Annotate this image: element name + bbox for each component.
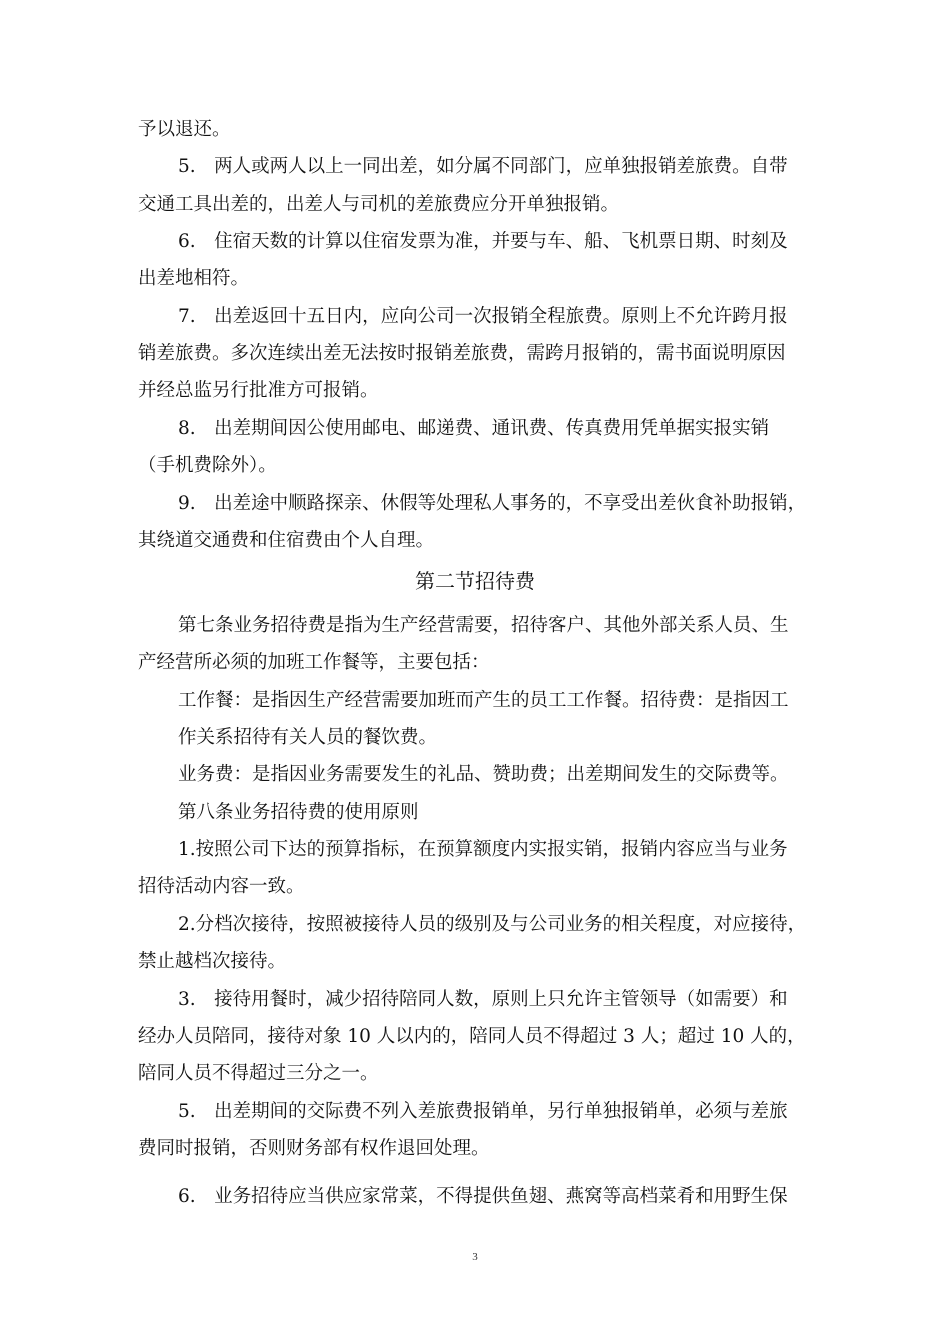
text-line: 6. 住宿天数的计算以住宿发票为准，并要与车、船、飞机票日期、时刻及 bbox=[178, 231, 788, 252]
text-line: 1.按照公司下达的预算指标，在预算额度内实报实销，报销内容应当与业务 bbox=[178, 839, 788, 860]
text-line: 第七条业务招待费是指为生产经营需要，招待客户、其他外部关系人员、生 bbox=[178, 615, 789, 636]
text-line: 8. 出差期间因公使用邮电、邮递费、通讯费、传真费用凭单据实报实销 bbox=[178, 418, 770, 439]
text-line: 予以退还。 bbox=[138, 119, 231, 140]
text-line: 禁止越档次接待。 bbox=[138, 951, 287, 972]
text-line: （手机费除外）。 bbox=[138, 455, 277, 476]
text-line: 招待活动内容一致。 bbox=[138, 876, 305, 897]
text-line: 9. 出差途中顺路探亲、休假等处理私人事务的，不享受出差伙食补助报销， bbox=[178, 493, 807, 514]
text-line: 作关系招待有关人员的餐饮费。 bbox=[178, 727, 438, 748]
page-number: 3 bbox=[472, 1251, 478, 1263]
text-line: 第八条业务招待费的使用原则 bbox=[178, 802, 419, 823]
text-line: 其绕道交通费和住宿费由个人自理。 bbox=[138, 530, 435, 551]
text-line: 3. 接待用餐时，减少招待陪同人数，原则上只允许主管领导（如需要）和 bbox=[178, 989, 788, 1010]
text-line: 产经营所必须的加班工作餐等，主要包括： bbox=[138, 652, 490, 673]
text-line: 销差旅费。多次连续出差无法按时报销差旅费，需跨月报销的，需书面说明原因 bbox=[138, 343, 786, 364]
text-line: 2.分档次接待，按照被接待人员的级别及与公司业务的相关程度，对应接待， bbox=[178, 914, 807, 935]
text-line: 费同时报销，否则财务部有权作退回处理。 bbox=[138, 1138, 490, 1159]
text-line: 经办人员陪同，接待对象 10 人以内的，陪同人员不得超过 3 人；超过 10 人的， bbox=[138, 1026, 806, 1047]
text-line: 7. 出差返回十五日内，应向公司一次报销全程旅费。原则上不允许跨月报 bbox=[178, 306, 788, 327]
text-line: 并经总监另行批准方可报销。 bbox=[138, 380, 379, 401]
text-line: 业务费：是指因业务需要发生的礼品、赞助费；出差期间发生的交际费等。 bbox=[178, 764, 789, 785]
text-line: 出差地相符。 bbox=[138, 268, 250, 289]
text-line: 工作餐：是指因生产经营需要加班而产生的员工工作餐。招待费：是指因工 bbox=[178, 690, 789, 711]
section-heading: 第二节招待费 bbox=[415, 569, 535, 593]
text-line: 5. 出差期间的交际费不列入差旅费报销单，另行单独报销单，必须与差旅 bbox=[178, 1101, 788, 1122]
text-line: 陪同人员不得超过三分之一。 bbox=[138, 1063, 379, 1084]
text-line: 5. 两人或两人以上一同出差，如分属不同部门，应单独报销差旅费。自带 bbox=[178, 156, 788, 177]
text-line: 6. 业务招待应当供应家常菜，不得提供鱼翅、燕窝等高档菜肴和用野生保 bbox=[178, 1186, 788, 1207]
text-line: 交通工具出差的，出差人与司机的差旅费应分开单独报销。 bbox=[138, 194, 620, 215]
